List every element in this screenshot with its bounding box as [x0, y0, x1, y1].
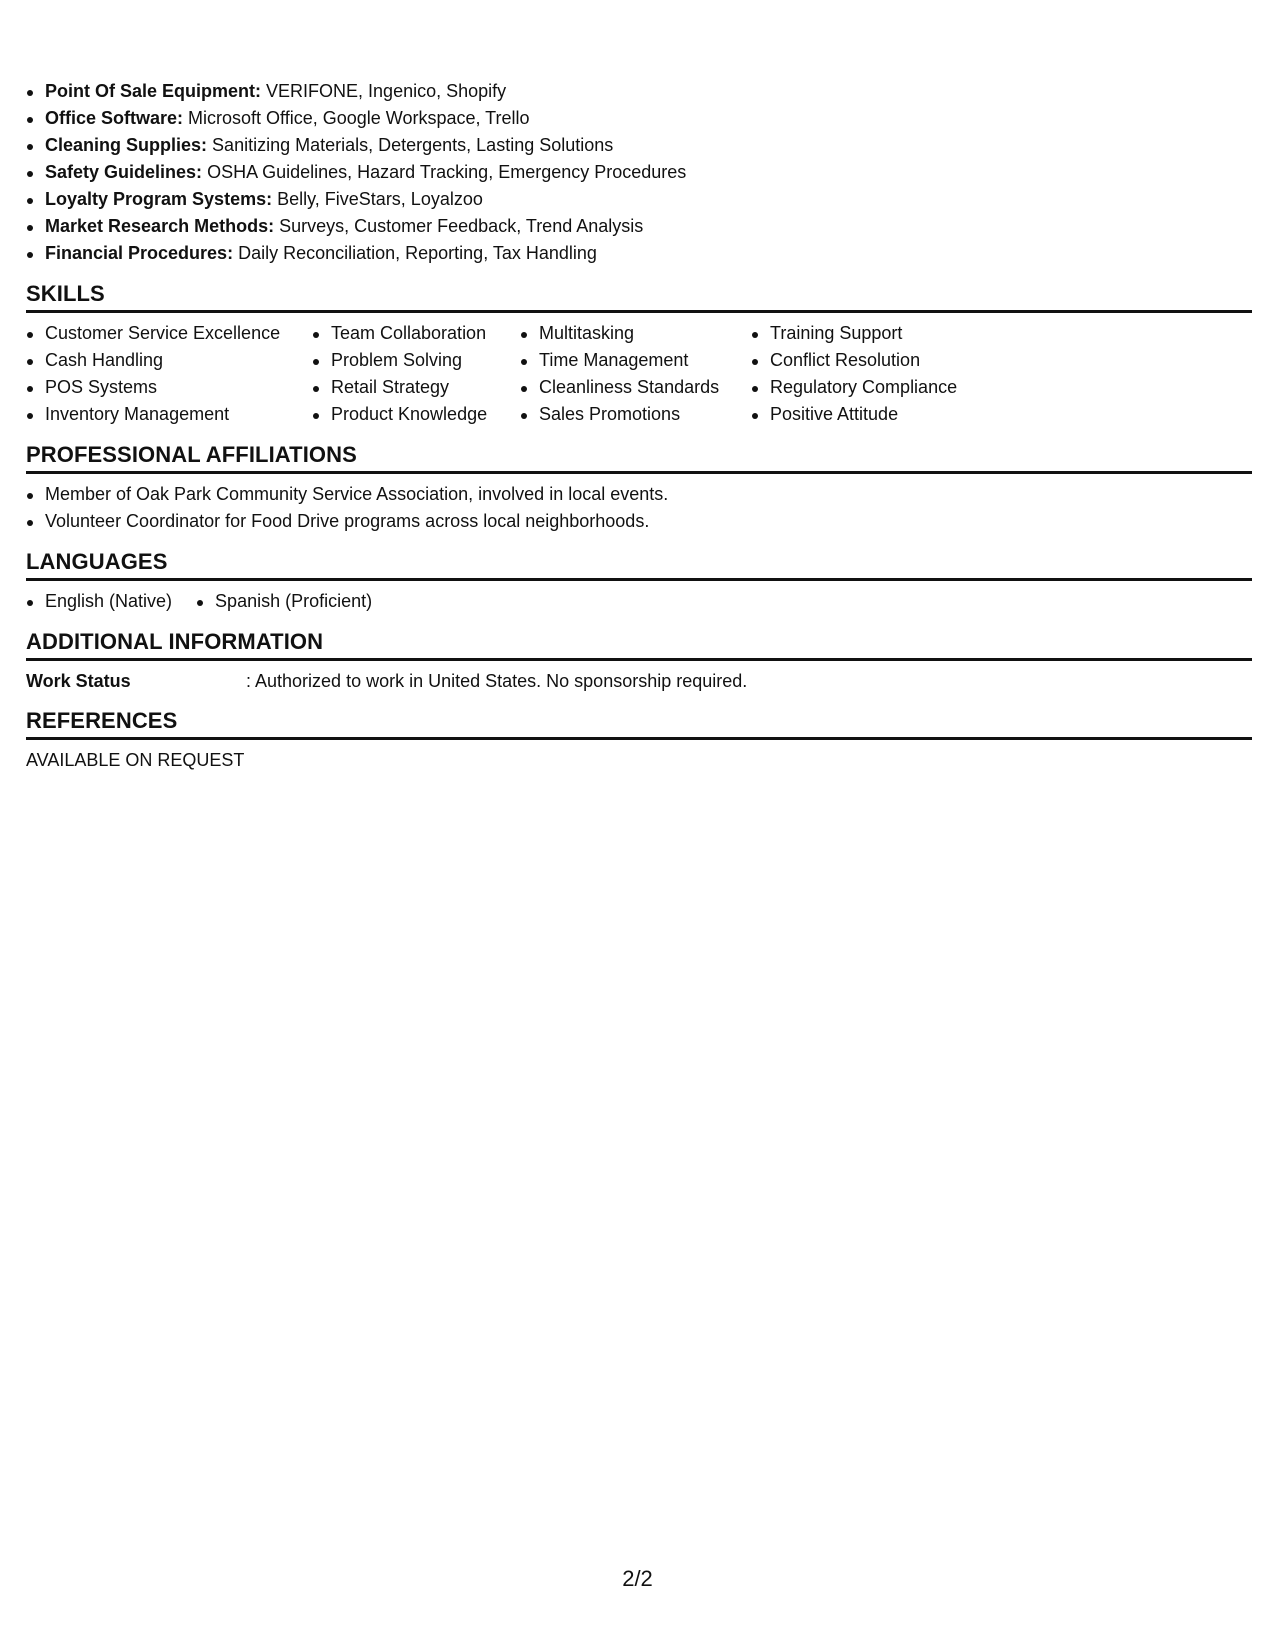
skills-column: [312, 320, 520, 428]
skills-column: [26, 320, 312, 428]
tools-item: [26, 213, 1252, 240]
tools-item: [26, 159, 1252, 186]
skill-item: Time Management: [520, 347, 751, 374]
section-title: SKILLS: [26, 281, 1252, 313]
skill-item: Cash Handling: [26, 347, 312, 374]
tools-item-value: Microsoft Office, Google Workspace, Trello: [188, 108, 530, 128]
affiliations-section: [26, 442, 1252, 535]
resume-page: [26, 78, 1252, 773]
tools-item-key: Point Of Sale Equipment:: [45, 81, 262, 101]
section-title: REFERENCES: [26, 708, 1252, 740]
skill-item: Regulatory Compliance: [751, 374, 1011, 401]
tools-item: [26, 240, 1252, 267]
tools-item-key: Financial Procedures:: [45, 243, 234, 263]
section-title: LANGUAGES: [26, 549, 1252, 581]
skill-item: Cleanliness Standards: [520, 374, 751, 401]
tools-item-key: Safety Guidelines:: [45, 162, 203, 182]
additional-info-section: [26, 629, 1252, 694]
tools-item: [26, 105, 1252, 132]
tools-item-value: Daily Reconciliation, Reporting, Tax Handling: [238, 243, 597, 263]
page-number: 2/2: [622, 1566, 653, 1591]
language-item: English (Native): [26, 588, 172, 615]
affiliation-item: Member of Oak Park Community Service Association, involved in local events.: [26, 481, 1252, 508]
skills-section: [26, 281, 1252, 428]
references-section: [26, 708, 1252, 773]
skill-item: Multitasking: [520, 320, 751, 347]
skill-item: Positive Attitude: [751, 401, 1011, 428]
section-title: ADDITIONAL INFORMATION: [26, 629, 1252, 661]
skill-item: Customer Service Excellence: [26, 320, 312, 347]
skill-item: Problem Solving: [312, 347, 520, 374]
tools-item: [26, 78, 1252, 105]
skill-item: POS Systems: [26, 374, 312, 401]
references-text: AVAILABLE ON REQUEST: [26, 750, 245, 770]
skill-item: Sales Promotions: [520, 401, 751, 428]
skill-item: Retail Strategy: [312, 374, 520, 401]
tools-item: [26, 132, 1252, 159]
languages-section: [26, 549, 1252, 615]
work-status-label: Work Status: [26, 671, 131, 691]
tools-item-key: Office Software:: [45, 108, 184, 128]
tools-list: [26, 78, 1252, 267]
skill-item: Inventory Management: [26, 401, 312, 428]
section-title: PROFESSIONAL AFFILIATIONS: [26, 442, 1252, 474]
skills-grid: [26, 320, 1252, 428]
work-status-value: : Authorized to work in United States. No sponsorship required.: [246, 671, 748, 691]
affiliation-item: Volunteer Coordinator for Food Drive programs across local neighborhoods.: [26, 508, 1252, 535]
skill-item: Training Support: [751, 320, 1011, 347]
skill-item: Conflict Resolution: [751, 347, 1011, 374]
tools-item-value: Sanitizing Materials, Detergents, Lasting Solutions: [212, 135, 614, 155]
language-item: Spanish (Proficient): [196, 588, 372, 615]
skill-item: Product Knowledge: [312, 401, 520, 428]
tools-item-key: Market Research Methods:: [45, 216, 275, 236]
work-status-row: [26, 668, 1252, 694]
skills-column: [520, 320, 751, 428]
tools-item-key: Loyalty Program Systems:: [45, 189, 273, 209]
tools-item: [26, 186, 1252, 213]
tools-item-value: OSHA Guidelines, Hazard Tracking, Emergency Procedures: [207, 162, 687, 182]
tools-item-key: Cleaning Supplies:: [45, 135, 208, 155]
tools-item-value: Belly, FiveStars, Loyalzoo: [277, 189, 483, 209]
skills-column: [751, 320, 1011, 428]
languages-list: [26, 588, 1252, 615]
skill-item: Team Collaboration: [312, 320, 520, 347]
tools-item-value: VERIFONE, Ingenico, Shopify: [266, 81, 507, 101]
affiliations-list: [26, 481, 1252, 535]
tools-item-value: Surveys, Customer Feedback, Trend Analysis: [279, 216, 644, 236]
